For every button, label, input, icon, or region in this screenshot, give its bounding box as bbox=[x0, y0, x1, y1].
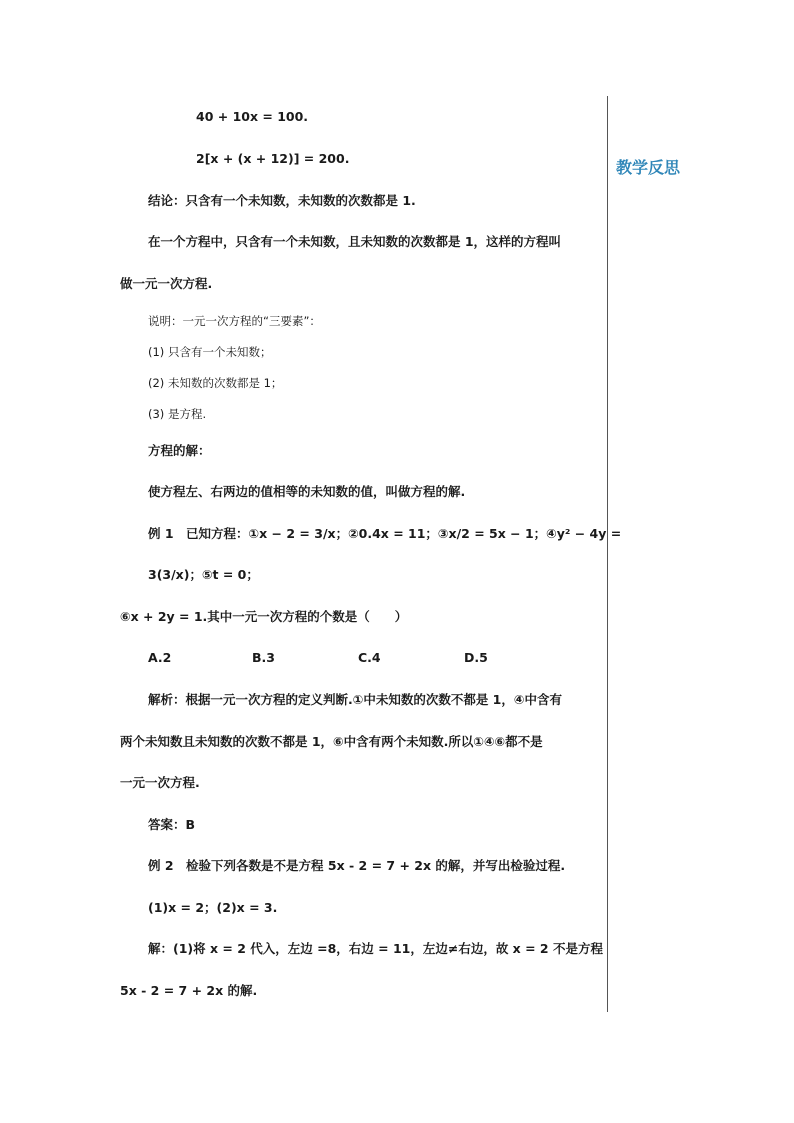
note-item-2: (2) 未知数的次数都是 1； bbox=[148, 376, 283, 390]
example1-question-line-1: 例 1 已知方程：①x − 2 = 3/x；②0.4x = 11；③x/2 = 5x − 1；④y² − 4y = bbox=[148, 526, 622, 541]
note-heading: 说明：一元一次方程的“三要素”： bbox=[148, 314, 321, 328]
definition-line-1: 在一个方程中，只含有一个未知数，且未知数的次数都是 1，这样的方程叫 bbox=[148, 234, 562, 249]
solution-definition: 使方程左、右两边的值相等的未知数的值，叫做方程的解. bbox=[148, 484, 466, 499]
option-a: A.2 bbox=[148, 650, 172, 665]
analysis-line-2: 两个未知数且未知数的次数不都是 1，⑥中含有两个未知数.所以①④⑥都不是 bbox=[120, 734, 543, 749]
answer-text: 答案：B bbox=[148, 817, 196, 832]
option-c: C.4 bbox=[358, 650, 381, 665]
equation-line-1: 40 + 10x = 100. bbox=[196, 109, 309, 124]
example2-solution-line-2: 5x - 2 = 7 + 2x 的解. bbox=[120, 983, 258, 998]
example2-values: (1)x = 2；(2)x = 3. bbox=[148, 900, 278, 915]
example1-question-line-3: ⑥x + 2y = 1.其中一元一次方程的个数是（ ） bbox=[120, 609, 408, 624]
option-b: B.3 bbox=[252, 650, 275, 665]
example2-question: 例 2 检验下列各数是不是方程 5x - 2 = 7 + 2x 的解，并写出检验过程. bbox=[148, 858, 566, 873]
equation-line-2: 2[x + (x + 12)] = 200. bbox=[196, 151, 350, 166]
note-item-3: (3) 是方程. bbox=[148, 407, 207, 421]
analysis-line-3: 一元一次方程. bbox=[120, 775, 200, 790]
example1-question-line-2: 3(3/x)；⑤t = 0； bbox=[148, 567, 259, 582]
definition-line-2: 做一元一次方程. bbox=[120, 276, 213, 291]
note-item-1: (1) 只含有一个未知数； bbox=[148, 345, 272, 359]
analysis-line-1: 解析：根据一元一次方程的定义判断.①中未知数的次数不都是 1，④中含有 bbox=[148, 692, 562, 707]
option-d: D.5 bbox=[464, 650, 488, 665]
margin-divider bbox=[607, 96, 608, 1012]
conclusion-text: 结论：只含有一个未知数，未知数的次数都是 1. bbox=[148, 193, 416, 208]
example2-solution-line-1: 解：(1)将 x = 2 代入，左边 =8，右边 = 11，左边≠右边，故 x = 2 不是方程 bbox=[148, 941, 603, 956]
teaching-reflection-title: 教学反思 bbox=[616, 158, 681, 177]
solution-heading: 方程的解： bbox=[148, 443, 211, 458]
